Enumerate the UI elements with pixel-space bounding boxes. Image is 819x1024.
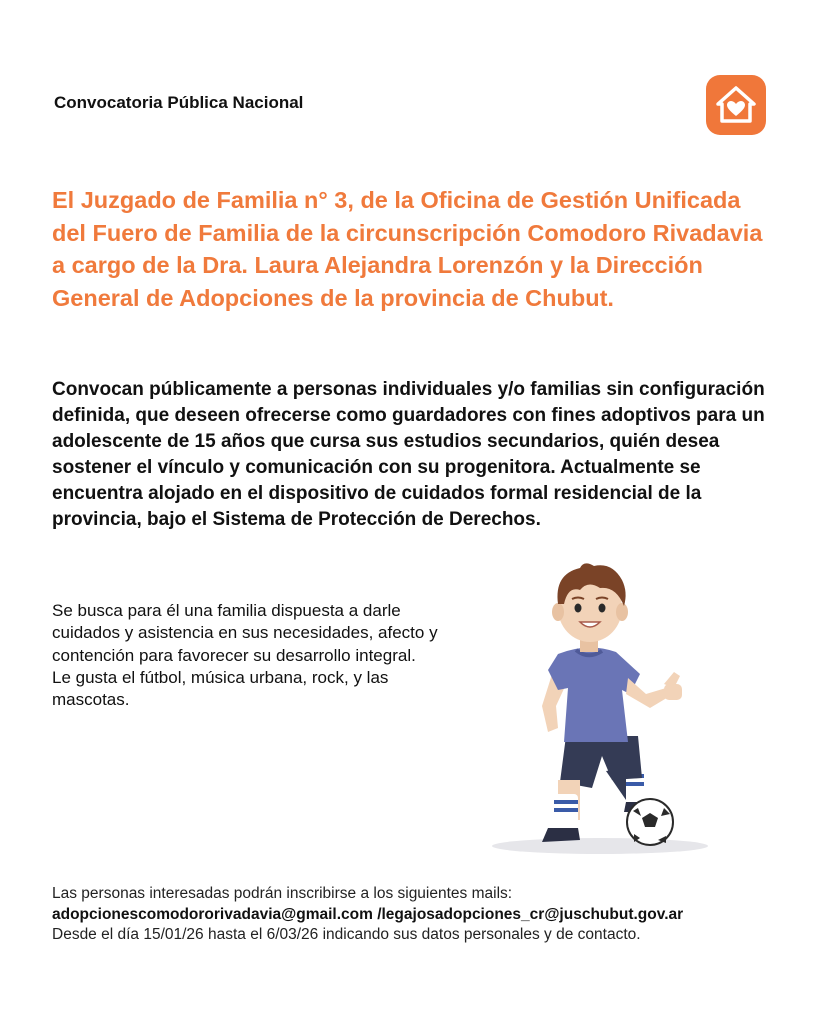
home-heart-icon [706,75,766,135]
boy-soccer-illustration [488,556,718,861]
header-title: Convocatoria Pública Nacional [54,93,304,112]
description-interests: Le gusta el fútbol, música urbana, rock, y las mascotas. [52,667,389,710]
contact-emails: adopcionescomodororivadavia@gmail.com /legajosadopciones_cr@juschubut.gov.ar [52,905,684,923]
call-paragraph: Convocan públicamente a personas individuales y/o familias sin configuración definida, que deseen ofrecerse como guardadores con fines adoptivos para un adolescente de 15 años que cursa sus estudios secundarios, quién desea sostener el vínculo y comunicación con su progenitora. Actualmente se encuentra alojado en el dispositivo de cuidados formal residencial de la provincia, bajo el Sistema de Protección de Derechos. [52,379,765,530]
description-text: Se busca para él una familia dispuesta a darle cuidados y asistencia en sus necesidades, afecto y contención para favorecer su desarrollo integral. [52,601,438,665]
page-title: El Juzgado de Familia n° 3, de la Oficina de Gestión Unificada del Fuero de Familia de la circunscripción Comodoro Rivadavia a cargo de la Dra. Laura Alejandra Lorenzón y la Dirección General de Adopciones de la provincia de Chubut. [52,187,763,311]
footer-intro: Las personas interesadas podrán inscribirse a los siguientes mails: [52,885,513,902]
footer-info [52,884,792,946]
description-paragraph [52,600,452,711]
footer-dates: Desde el día 15/01/26 hasta el 6/03/26 indicando sus datos personales y de contacto. [52,926,641,943]
